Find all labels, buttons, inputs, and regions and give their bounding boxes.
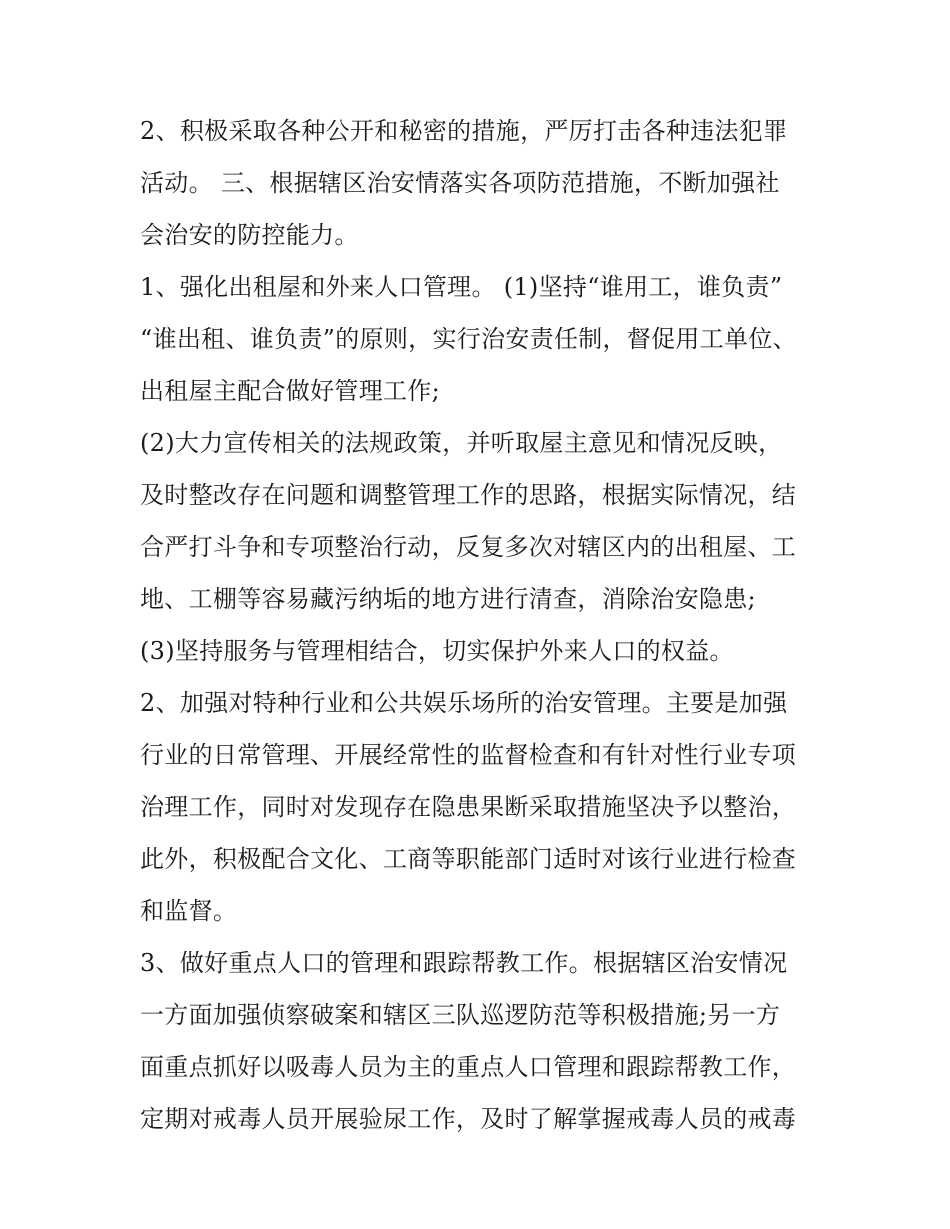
document-body bbox=[140, 105, 820, 1145]
text-line: (2)大力宣传相关的法规政策，并听取屋主意见和情况反映， bbox=[140, 429, 783, 457]
text-line: 出租屋主配合做好管理工作; bbox=[140, 377, 440, 405]
text-line: 治理工作，同时对发现存在隐患果断采取措施坚决予以整治， bbox=[140, 793, 797, 821]
text-line: “谁出租、谁负责”的原则，实行治安责任制，督促用工单位、 bbox=[140, 325, 797, 353]
text-line: 2、加强对特种行业和公共娱乐场所的治安管理。主要是加强 bbox=[140, 689, 788, 717]
text-line: 1、强化出租屋和外来人口管理。 (1)坚持“谁用工，谁负责” bbox=[140, 273, 783, 301]
text-line: 地、工棚等容易藏污纳垢的地方进行清查，消除治安隐患; bbox=[140, 585, 756, 613]
text-line: 活动。 三、根据辖区治安情落实各项防范措施，不断加强社 bbox=[140, 169, 780, 197]
text-line: 定期对戒毒人员开展验尿工作，及时了解掌握戒毒人员的戒毒 bbox=[140, 1105, 797, 1133]
text-line: 一方面加强侦察破案和辖区三队巡逻防范等积极措施;另一方 bbox=[140, 1001, 781, 1029]
text-line: 3、做好重点人口的管理和跟踪帮教工作。根据辖区治安情况 bbox=[140, 949, 788, 977]
text-line: 和监督。 bbox=[140, 897, 238, 925]
text-line: 2、积极采取各种公开和秘密的措施，严厉打击各种违法犯罪 bbox=[140, 117, 788, 145]
text-line: 面重点抓好以吸毒人员为主的重点人口管理和跟踪帮教工作， bbox=[140, 1053, 797, 1081]
text-line: 合严打斗争和专项整治行动，反复多次对辖区内的出租屋、工 bbox=[140, 533, 797, 561]
text-line: 及时整改存在问题和调整管理工作的思路，根据实际情况，结 bbox=[140, 481, 797, 509]
text-line: 会治安的防控能力。 bbox=[140, 221, 359, 249]
text-line: 此外，积极配合文化、工商等职能部门适时对该行业进行检查 bbox=[140, 845, 797, 873]
text-line: 行业的日常管理、开展经常性的监督检查和有针对性行业专项 bbox=[140, 741, 797, 769]
text-line: (3)坚持服务与管理相结合，切实保护外来人口的权益。 bbox=[140, 637, 734, 665]
